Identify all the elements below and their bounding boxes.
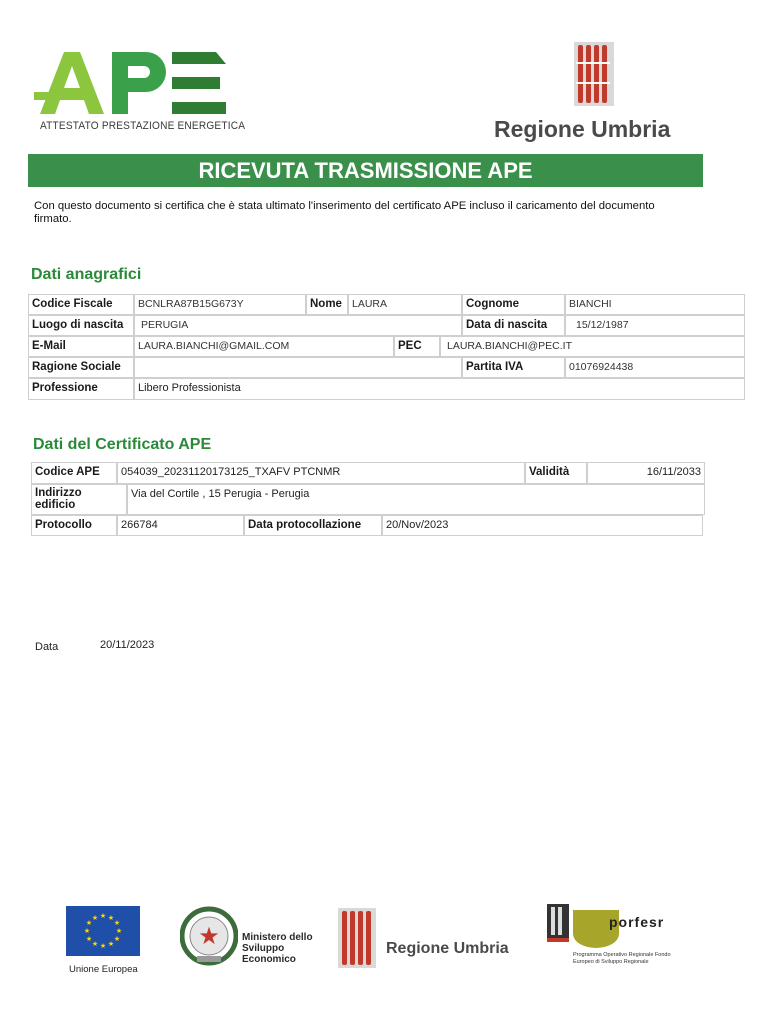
email-value: LAURA.BIANCHI@GMAIL.COM bbox=[134, 336, 394, 357]
porfesr-logo bbox=[547, 904, 677, 978]
svg-text:★: ★ bbox=[198, 922, 220, 950]
email-label: E-Mail bbox=[28, 336, 134, 357]
pec-value: LAURA.BIANCHI@PEC.IT bbox=[440, 336, 745, 357]
svg-text:★: ★ bbox=[91, 914, 99, 922]
nome-value: LAURA bbox=[348, 294, 462, 315]
region-name: Regione Umbria bbox=[494, 116, 671, 142]
receipt-banner: RICEVUTA TRASMISSIONE APE bbox=[28, 154, 703, 187]
partita-iva-label: Partita IVA bbox=[462, 357, 565, 378]
ragione-sociale-label: Ragione Sociale bbox=[28, 357, 134, 378]
svg-text:★: ★ bbox=[107, 940, 115, 948]
ape-logo-graphic bbox=[34, 48, 234, 120]
svg-text:★: ★ bbox=[99, 942, 107, 950]
svg-text:★: ★ bbox=[85, 935, 93, 943]
pec-label: PEC bbox=[394, 336, 440, 357]
intro-text: Con questo documento si certifica che è stata ultimato l'inserimento del certificato APE incluso il caricamento del documento firmato. bbox=[34, 200, 655, 225]
svg-text:★: ★ bbox=[83, 927, 91, 935]
codice-fiscale-value: BCNLRA87B15G673Y bbox=[134, 294, 306, 315]
date-label: Data bbox=[35, 641, 59, 653]
nome-label: Nome bbox=[306, 294, 348, 315]
data-nascita-value: 15/12/1987 bbox=[565, 315, 745, 336]
svg-text:★: ★ bbox=[115, 927, 123, 935]
ministero-logo bbox=[180, 906, 320, 972]
professione-value: Libero Professionista bbox=[134, 378, 745, 400]
codice-ape-label: Codice APE bbox=[31, 462, 117, 484]
regione-umbria-logo bbox=[492, 42, 702, 142]
professione-label: Professione bbox=[28, 378, 134, 400]
data-protocollazione-value: 20/Nov/2023 bbox=[382, 515, 703, 536]
protocollo-label: Protocollo bbox=[31, 515, 117, 536]
svg-text:★: ★ bbox=[85, 919, 93, 927]
codice-fiscale-label: Codice Fiscale bbox=[28, 294, 134, 315]
indirizzo-label: Indirizzo edificio bbox=[31, 484, 127, 515]
cognome-label: Cognome bbox=[462, 294, 565, 315]
codice-ape-value: 054039_20231120173125_TXAFV PTCNMR bbox=[117, 462, 525, 484]
porfesr-subtitle: Programma Operativo Regionale Fondo Europeo di Sviluppo Regionale bbox=[573, 952, 671, 965]
footer-umbria-logo bbox=[338, 908, 528, 970]
svg-text:★: ★ bbox=[113, 919, 121, 927]
footer-region-name: Regione Umbria bbox=[386, 940, 509, 957]
date-value: 20/11/2023 bbox=[100, 639, 155, 651]
svg-text:★: ★ bbox=[91, 940, 99, 948]
luogo-nascita-value: PERUGIA bbox=[134, 315, 462, 336]
porfesr-label: porfesr bbox=[609, 914, 665, 930]
certificato-title: Dati del Certificato APE bbox=[33, 436, 212, 453]
validita-value: 16/11/2033 bbox=[587, 462, 705, 484]
eu-logo bbox=[66, 906, 142, 978]
eu-label: Unione Europea bbox=[69, 964, 138, 975]
data-nascita-label: Data di nascita bbox=[462, 315, 565, 336]
dati-anagrafici-title: Dati anagrafici bbox=[31, 266, 142, 283]
umbria-emblem-icon bbox=[572, 42, 632, 106]
ape-logo bbox=[34, 48, 246, 138]
luogo-nascita-label: Luogo di nascita bbox=[28, 315, 134, 336]
svg-text:★: ★ bbox=[107, 914, 115, 922]
ragione-sociale-value bbox=[134, 357, 462, 378]
cognome-value: BIANCHI bbox=[565, 294, 745, 315]
protocollo-value: 266784 bbox=[117, 515, 244, 536]
validita-label: Validità bbox=[525, 462, 587, 484]
indirizzo-value: Via del Cortile , 15 Perugia - Perugia bbox=[127, 484, 705, 515]
eu-flag-icon bbox=[66, 906, 140, 956]
ape-subtitle: ATTESTATO PRESTAZIONE ENERGETICA bbox=[40, 120, 246, 132]
ministero-label: Ministero dello Sviluppo Economico bbox=[242, 932, 313, 965]
umbria-emblem-small-icon bbox=[338, 908, 378, 968]
svg-text:★: ★ bbox=[113, 935, 121, 943]
partita-iva-value: 01076924438 bbox=[565, 357, 745, 378]
italian-emblem-icon bbox=[180, 906, 238, 968]
data-protocollazione-label: Data protocollazione bbox=[244, 515, 382, 536]
svg-text:★: ★ bbox=[99, 912, 107, 920]
